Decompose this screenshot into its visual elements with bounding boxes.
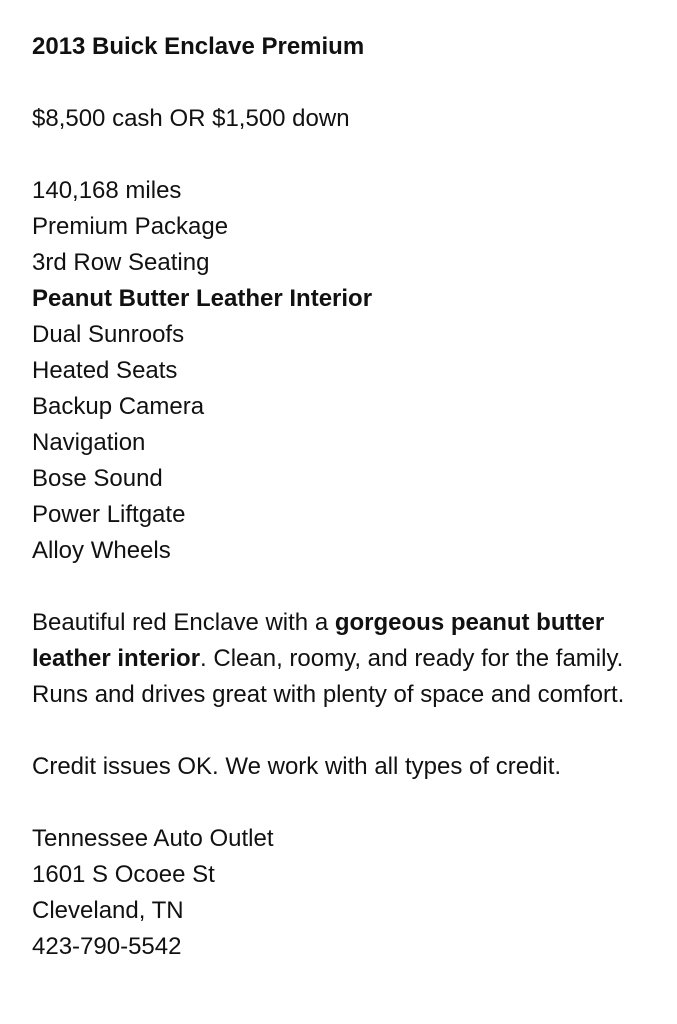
spacer: [32, 569, 657, 605]
feature-heated-seats: Heated Seats: [32, 357, 178, 384]
description-bold-phrase: gorgeous peanut butter leather interior: [32, 609, 605, 672]
spacer: [32, 65, 657, 101]
dealer-phone: 423-790-5542: [32, 933, 182, 960]
credit-note: Credit issues OK. We work with all types of credit.: [32, 753, 562, 780]
feature-alloy-wheels: Alloy Wheels: [32, 537, 171, 564]
feature-navigation: Navigation: [32, 429, 146, 456]
listing-title: 2013 Buick Enclave Premium: [32, 33, 365, 60]
dealer-name: Tennessee Auto Outlet: [32, 825, 274, 852]
feature-leather-interior: Peanut Butter Leather Interior: [32, 285, 373, 312]
feature-list: [32, 173, 657, 569]
spacer: [32, 137, 657, 173]
feature-bose-sound: Bose Sound: [32, 465, 163, 492]
description-paragraph: [32, 605, 657, 713]
feature-power-liftgate: Power Liftgate: [32, 501, 186, 528]
feature-premium-package: Premium Package: [32, 213, 229, 240]
price-line: $8,500 cash OR $1,500 down: [32, 105, 350, 132]
description-text-start: Beautiful red Enclave with a: [32, 609, 335, 636]
dealer-city: Cleveland, TN: [32, 897, 184, 924]
description-text-end: . Clean, roomy, and ready for the family. Runs and drives great with plenty of space and comfort.: [32, 645, 625, 708]
feature-third-row: 3rd Row Seating: [32, 249, 210, 276]
feature-backup-camera: Backup Camera: [32, 393, 205, 420]
spacer: [32, 785, 657, 821]
feature-mileage: 140,168 miles: [32, 177, 182, 204]
dealer-street: 1601 S Ocoee St: [32, 861, 215, 888]
feature-sunroofs: Dual Sunroofs: [32, 321, 185, 348]
spacer: [32, 713, 657, 749]
dealer-info: [32, 821, 657, 965]
